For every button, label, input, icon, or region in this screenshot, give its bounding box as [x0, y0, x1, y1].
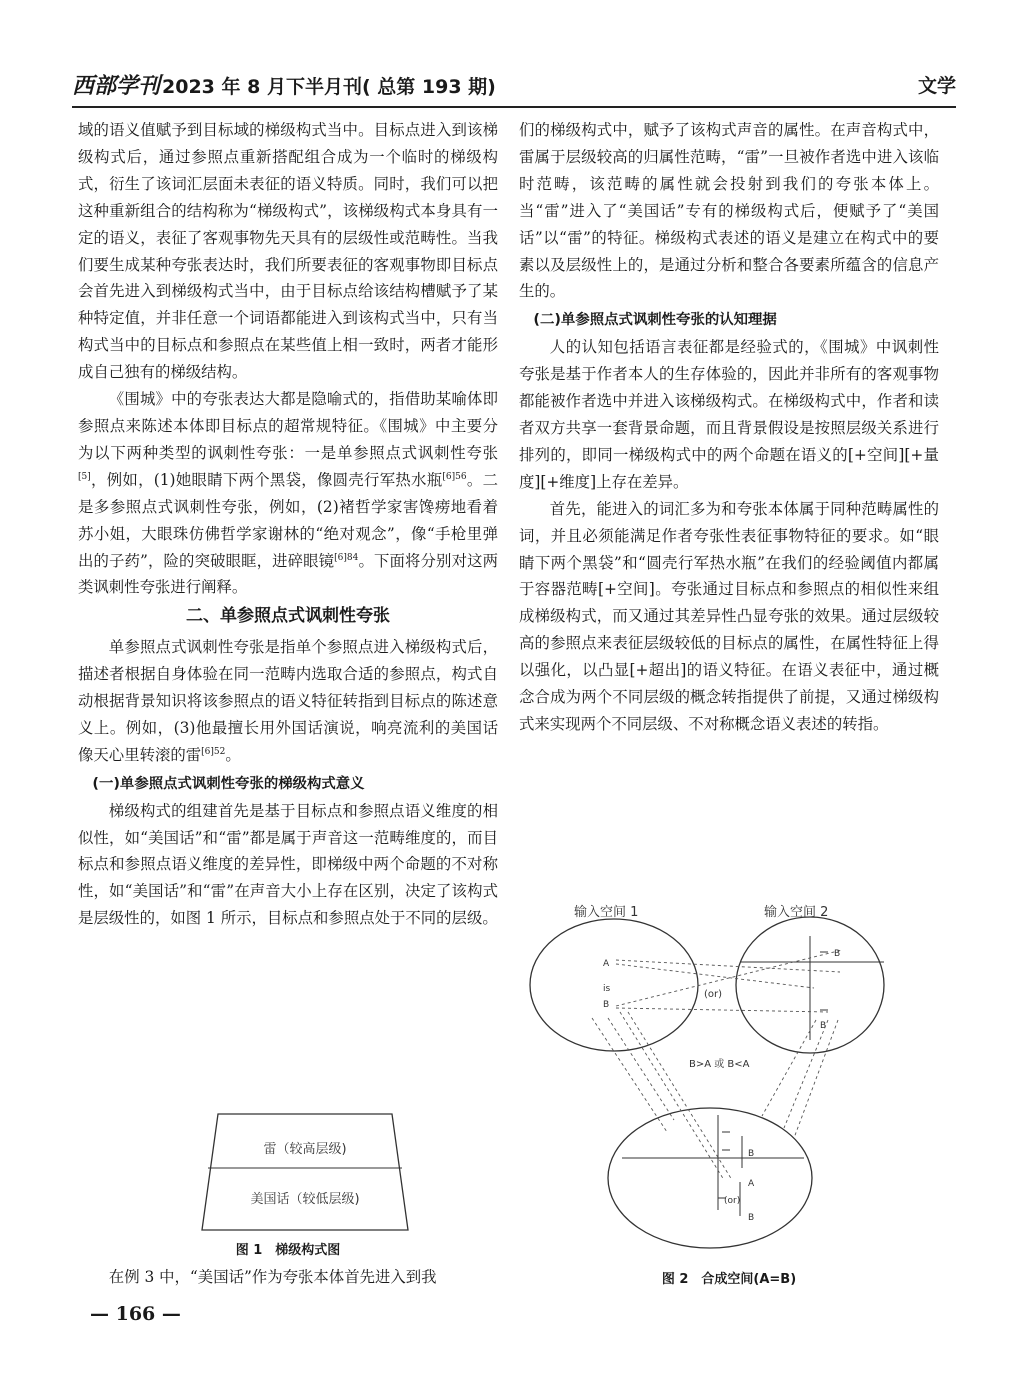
- space2-bottom-b-label: B: [820, 1021, 827, 1031]
- paragraph: 在例 3 中，“美国话”作为夸张本体首先进入到我: [108, 1268, 437, 1286]
- space2-or-label: (or): [704, 989, 723, 1000]
- input-space-1-label: 输入空间 1: [574, 905, 639, 920]
- citation: [6]56: [442, 471, 467, 482]
- figure-1-caption: 图 1 梯级构式图: [235, 1243, 341, 1258]
- blend-a-label: A: [748, 1179, 755, 1189]
- space1-b-label: B: [603, 1000, 610, 1010]
- paragraph: 梯级构式的组建首先是基于目标点和参照点语义维度的相似性，如“美国话”和“雷”都是属于声音这一范畴维度的，而目标点和参照点语义维度的差异性，即梯级中两个命题的不对称性，如“美国话”和“雷”在声音大小上存在区别，决定了该构式是层级性的，如图 1 所示，目标点和参照点处于不同的层级。: [78, 801, 498, 928]
- figure-1-top-label: 雷（较高层级): [263, 1142, 347, 1157]
- header-journal-issue: [72, 69, 496, 100]
- space1-is-label: is: [603, 984, 611, 994]
- journal-logo: 西部学刊: [72, 72, 161, 99]
- paragraph: 人的认知包括语言表征都是经验式的，《围城》中讽刺性夸张是基于作者本人的生存体验的，因此并非所有的客观事物都能被作者选中并进入该梯级构式。在梯级构式中，作者和读者双方共享一套背景命题，而且背景假设是按照层级关系进行排列的，即同一梯级构式中的两个命题在语义的[+空间][+量度][+维度]上存在差异。: [519, 338, 939, 491]
- paragraph: 《围城》中的夸张表达大都是隐喻式的，指借助某喻体即参照点来陈述本体即目标点的超常规特征。《围城》中主要分为以下两种类型的讽刺性夸张：一是单参照点式讽刺性夸张[5]，例如，(1)她眼睛下两个黑袋，像圆壳行军热水瓶$^{[6]56}$。二是多参照点式讽刺性夸张，例如，(2)褚哲学家害馋痨地看着苏小姐，大眼珠仿佛哲学家谢林的“绝对观念”，像“手枪里弹出的子药”，险的突破眼眶，进碎眼镜$^{[6]84}$。下面将分别对这两类讽刺性夸张进行阐释。: [78, 390, 498, 597]
- paragraph: 单参照点式讽刺性夸张是指单个参照点进入梯级构式后，描述者根据自身体验在同一范畴内选取合适的参照点，构式自动根据背景知识将该参照点的语义特征转指到目标点的陈述意义上。例如，(3)他最擅长用外国话演说，响亮流利的美国话像天心里转滚的雷$^{[6]52}$。: [78, 638, 498, 764]
- input-space-2-label: 输入空间 2: [764, 905, 829, 920]
- figure-2-caption: 图 2 合成空间(A=B): [661, 1272, 797, 1287]
- paragraph: 首先，能进入的词汇多为和夸张本体属于同种范畴属性的词，并且必须能满足作者夸张性表征事物特征的要求。如“眼睛下两个黑袋”和“圆壳行军热水瓶”在我们的经验阈值内都属于容器范畴[+空间]。夸张通过目标点和参照点的相似性来组成梯级构式，而又通过其差异性凸显夸张的效果。通过层级较高的参照点来表征层级较低的目标点的属性，在属性特征上得以强化，以凸显[+超出]的语义特征。在语义表征中，通过概念合成为两个不同层级的概念转指提供了前提，又通过梯级构式来实现两个不同层级、不对称概念语义表述的转指。: [519, 499, 939, 733]
- space2-top-b-label: B: [834, 949, 841, 959]
- page-number: — 166 —: [90, 1303, 181, 1325]
- relation-label: B>A 或 B<A: [689, 1059, 750, 1070]
- blended-space: [608, 1108, 812, 1248]
- figure-1-bottom-label: 美国话（较低层级): [250, 1192, 360, 1207]
- section-heading: 二、单参照点式讽刺性夸张: [186, 606, 390, 627]
- running-header: [72, 62, 956, 108]
- issue-info: 2023 年 8 月下半月刊( 总第 193 期): [162, 75, 496, 98]
- input-space-1: [530, 919, 698, 1051]
- citation: [6]84: [334, 552, 359, 563]
- subsection-heading: (二)单参照点式讽刺性夸张的认知理据: [533, 312, 777, 329]
- right-column: [519, 117, 939, 738]
- paragraph: 们的梯级构式中，赋予了该构式声音的属性。在声音构式中，雷属于层级较高的归属性范畴，“雷”一旦被作者选中进入该临时范畴，该范畴的属性就会投射到我们的夸张本体上。当“雷”进入了“美国话”专有的梯级构式后，便赋予了“美国话”以“雷”的特征。梯级构式表述的语义是建立在构式中的要素以及层级性上的，是通过分析和整合各要素所蕴含的信息产生的。: [519, 121, 939, 301]
- citation: [5]: [78, 471, 91, 482]
- figure-1-trapezoid: [200, 1112, 410, 1232]
- section-label: 文学: [917, 74, 956, 97]
- figure-2-blend-diagram: [522, 900, 952, 1250]
- paragraph: 域的语义值赋予到目标域的梯级构式当中。目标点进入到该梯级构式后，通过参照点重新搭配组合成为一个临时的梯级构式，衍生了该词汇层面未表征的语义特质。同时，我们可以把这种重新组合的结构称为“梯级构式”，该梯级构式本身具有一定的语义，表征了客观事物先天具有的层级性或范畴性。当我们要生成某种夸张表达时，我们所要表征的客观事物即目标点会首先进入到梯级构式当中，由于目标点给该结构槽赋予了某种特定值，并非任意一个词语都能进入到该构式当中，只有当构式当中的目标点和参照点在某些值上相一致时，两者才能形成自己独有的梯级结构。: [78, 121, 498, 382]
- blend-b-lower-label: B: [748, 1213, 755, 1223]
- citation: [6]52: [201, 746, 226, 757]
- left-column: [78, 117, 498, 932]
- subsection-heading: (一)单参照点式讽刺性夸张的梯级构式意义: [92, 775, 365, 792]
- blend-or-label: (or): [724, 1196, 741, 1206]
- space1-a-label: A: [603, 959, 610, 969]
- blend-b-upper-label: B: [748, 1149, 755, 1159]
